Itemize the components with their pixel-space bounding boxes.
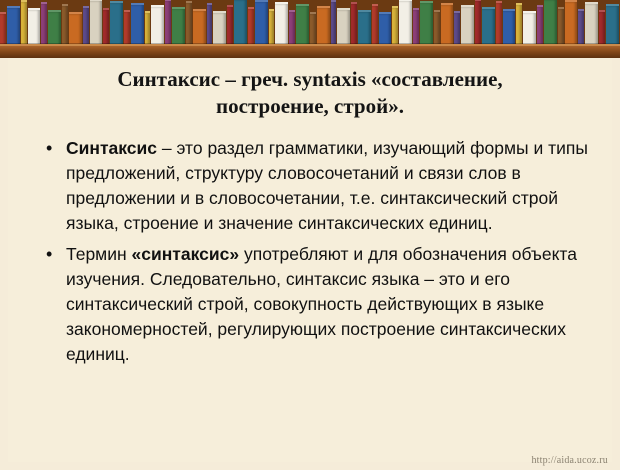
bullet-pre-text: Термин [66, 244, 132, 264]
book-spine-icon [331, 0, 337, 48]
bullet-lead-term: «синтаксис» [131, 244, 240, 264]
book-spine-icon [558, 7, 564, 48]
book-spine-icon [275, 2, 288, 48]
book-spine-icon [475, 0, 481, 48]
slide-title-line-2: построение, строй». [216, 94, 404, 118]
book-spine-icon [103, 8, 109, 48]
book-spine-icon [317, 6, 330, 48]
book-spine-icon [544, 0, 557, 48]
bullet-marker-icon: • [46, 138, 53, 158]
book-spine-icon [296, 4, 309, 48]
book-spine-icon [351, 2, 357, 48]
book-spine-icon [186, 1, 192, 48]
book-spine-icon [234, 0, 247, 48]
book-spine-icon [90, 0, 103, 48]
bullet-item [38, 242, 598, 367]
bullet-text: – это раздел грамматики, изучающий формы и типы предложений, структуру словосочетаний и связи слов в предложении и в словосочетании, т.е. синтаксический строй языка, строение и значение синтаксических единиц. [66, 138, 588, 233]
bullet-marker-icon: • [46, 244, 53, 264]
book-spine-icon [131, 3, 144, 48]
footer-watermark: http://aida.ucoz.ru [531, 455, 608, 466]
bookshelf-books [0, 0, 620, 48]
book-spine-icon [165, 0, 171, 48]
book-spine-icon [255, 0, 268, 48]
shelf-board [0, 44, 620, 58]
bookshelf-banner [0, 0, 620, 58]
book-spine-icon [21, 0, 27, 48]
book-spine-icon [496, 1, 502, 48]
book-spine-icon [227, 5, 233, 48]
book-spine-icon [585, 2, 598, 48]
bullet-item [38, 136, 598, 236]
book-spine-icon [83, 6, 89, 48]
book-spine-icon [110, 1, 123, 48]
slide-title-line-1: Синтаксис – греч. syntaxis «составление, [117, 67, 503, 91]
book-spine-icon [172, 7, 185, 48]
book-spine-icon [606, 4, 619, 48]
book-spine-icon [516, 3, 522, 48]
slide-body [38, 136, 598, 373]
book-spine-icon [337, 8, 350, 48]
book-spine-icon [372, 4, 378, 48]
book-spine-icon [482, 7, 495, 48]
book-spine-icon [565, 0, 578, 48]
book-spine-icon [392, 6, 398, 48]
book-spine-icon [420, 1, 433, 48]
book-spine-icon [28, 8, 41, 48]
content-panel [8, 58, 612, 462]
book-spine-icon [441, 3, 454, 48]
book-spine-icon [537, 5, 543, 48]
book-spine-icon [248, 7, 254, 48]
book-spine-icon [399, 0, 412, 48]
book-spine-icon [207, 3, 213, 48]
bullet-text: употребляют и для обозначения объекта изучения. Следовательно, синтаксис языка – это и его синтаксический строй, совокупность действующих в языке закономерностей, регулирующих построение синтаксических единиц. [66, 244, 577, 364]
book-spine-icon [41, 2, 47, 48]
book-spine-icon [151, 5, 164, 48]
book-spine-icon [413, 8, 419, 48]
slide-title [48, 66, 572, 120]
book-spine-icon [461, 5, 474, 48]
book-spine-icon [62, 4, 68, 48]
book-spine-icon [7, 6, 20, 48]
bullet-lead-term: Синтаксис [66, 138, 158, 158]
